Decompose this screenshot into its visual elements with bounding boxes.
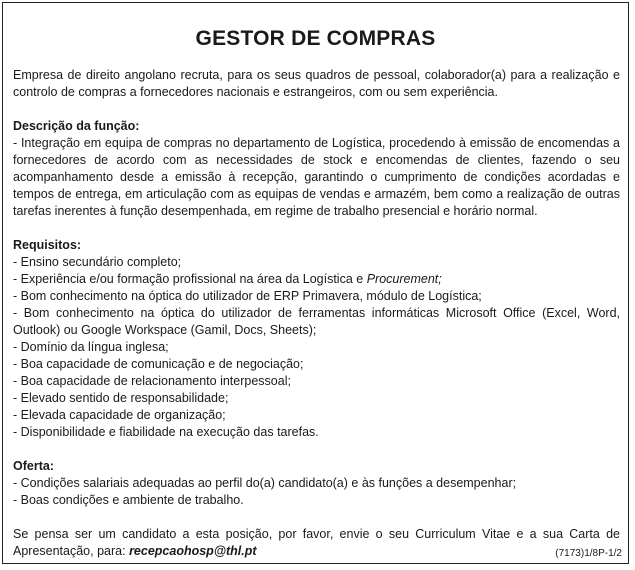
requisito-item: - Elevada capacidade de organização; <box>13 408 226 422</box>
ad-body <box>13 67 620 560</box>
requisito-item: - Elevado sentido de responsabilidade; <box>13 391 229 405</box>
requisito-item: - Domínio da língua inglesa; <box>13 340 169 354</box>
requisito-item: - Boa capacidade de comunicação e de negociação; <box>13 357 304 371</box>
requisito-item-text: - Experiência e/ou formação profissional na área da Logística e <box>13 272 364 286</box>
requisitos-heading: Requisitos: <box>13 238 82 252</box>
requisito-item: - Bom conhecimento na óptica do utilizador de ERP Primavera, módulo de Logística; <box>13 289 482 303</box>
requisito-item-italic: Procurement; <box>366 272 442 286</box>
descricao-heading: Descrição da função: <box>13 119 140 133</box>
ad-reference-code: (7173)1/8P-1/2 <box>555 548 622 559</box>
job-ad-box <box>2 2 629 564</box>
oferta-item: - Condições salariais adequadas ao perfil do(a) candidato(a) e às funções a desempenhar; <box>13 476 517 490</box>
requisito-item: - Ensino secundário completo; <box>13 255 182 269</box>
oferta-heading: Oferta: <box>13 459 54 473</box>
closing-paragraph <box>13 526 620 560</box>
oferta-item: - Boas condições e ambiente de trabalho. <box>13 493 244 507</box>
contact-email[interactable]: recepcaohosp@thl.pt <box>129 544 257 558</box>
descricao-text: - Integração em equipa de compras no departamento de Logística, procedendo à emissão de encomendas a fornecedores de acordo com as necessidades de stock e encomendas de clientes, fazendo o seu acompanhamento desde a emissão à recepção, garantindo o cumprimento de condições acordadas e tempos de entrega, em articulação com as equipas de vendas e armazém, bem como a realização de outras tarefas inerentes à função desempenhada, em regime de trabalho presencial e horário normal. <box>13 136 620 218</box>
requisito-item: - Bom conhecimento na óptica do utilizador de ferramentas informáticas Microsoft Office (Excel, Word, Outlook) ou Google Workspace (Gamil, Docs, Sheets); <box>13 306 620 337</box>
requisito-item: - Disponibilidade e fiabilidade na execução das tarefas. <box>13 425 319 439</box>
requisito-item <box>13 271 620 288</box>
closing-text: Se pensa ser um candidato a esta posição, por favor, envie o seu Curriculum Vitae e a sua Carta de Apresentação, para: <box>13 527 620 558</box>
ad-title: GESTOR DE COMPRAS <box>195 27 436 50</box>
requisito-item: - Boa capacidade de relacionamento interpessoal; <box>13 374 291 388</box>
intro-paragraph: Empresa de direito angolano recruta, para os seus quadros de pessoal, colaborador(a) para a realização e controlo de compras a fornecedores nacionais e estrangeiros, com ou sem experiência. <box>13 68 620 99</box>
